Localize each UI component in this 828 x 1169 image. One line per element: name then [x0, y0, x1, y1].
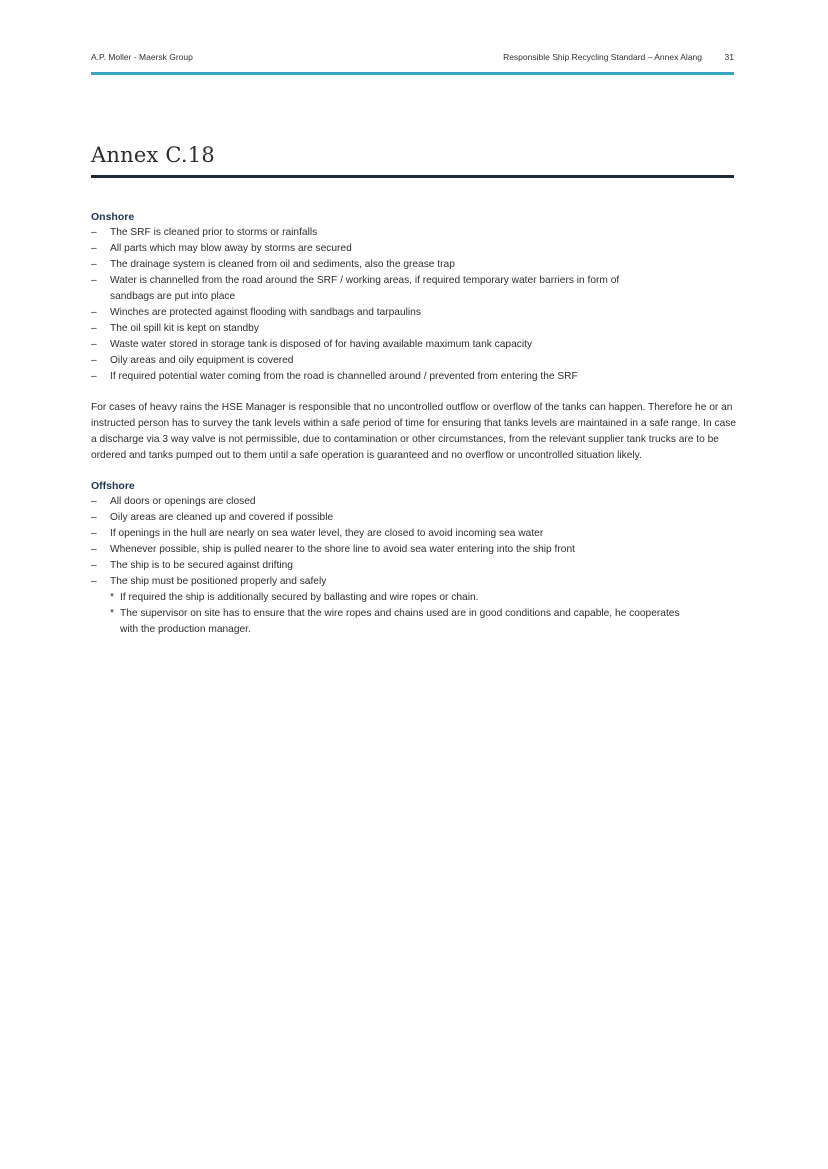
list-item: – Oily areas are cleaned up and covered if possible [91, 510, 736, 526]
page-number: 31 [724, 52, 734, 62]
list-item: – The SRF is cleaned prior to storms or rainfalls [91, 225, 736, 241]
title-divider [91, 175, 734, 178]
page-header [91, 52, 734, 66]
list-item: – The oil spill kit is kept on standby [91, 321, 736, 337]
document-body [91, 209, 736, 638]
page-title: Annex C.18 [91, 143, 215, 167]
list-item: – All doors or openings are closed [91, 494, 736, 510]
onshore-heading: Onshore [91, 211, 135, 223]
list-item: – Winches are protected against flooding with sandbags and tarpaulins [91, 305, 736, 321]
offshore-list [91, 494, 736, 638]
header-document-title: Responsible Ship Recycling Standard – Annex Alang [503, 52, 702, 62]
onshore-list [91, 225, 736, 385]
list-item: – If required potential water coming from the road is channelled around / prevented from entering the SRF [91, 369, 736, 385]
header-company: A.P. Moller - Maersk Group [91, 52, 193, 62]
list-item: – The drainage system is cleaned from oil and sediments, also the grease trap [91, 257, 736, 273]
heavy-rain-paragraph: For cases of heavy rains the HSE Manager is responsible that no uncontrolled outflow or overflow of the tanks can happen. Therefore he or an instructed person has to survey the tank levels within a safe period of time for ensuring that tanks levels are maintained in a safe range. In case a discharge via 3 way valve is not permissible, due to contamination or other circumstances, from the relevant supplier tank trucks are to be ordered and tanks pumped out to them until a safe operation is guaranteed and no overflow or uncontrolled situation likely. [91, 402, 736, 461]
list-item: – Waste water stored in storage tank is disposed of for having available maximum tank capacity [91, 337, 736, 353]
offshore-heading: Offshore [91, 480, 135, 492]
list-item: – Oily areas and oily equipment is covered [91, 353, 736, 369]
list-item [91, 574, 736, 638]
list-item: – Water is channelled from the road around the SRF / working areas, if required temporary water barriers in form of sandbags are put into place [91, 273, 640, 305]
list-item: – Whenever possible, ship is pulled nearer to the shore line to avoid sea water entering into the ship front [91, 542, 736, 558]
list-item-text: The ship must be positioned properly and safely [110, 576, 327, 587]
list-item: – If openings in the hull are nearly on sea water level, they are closed to avoid incoming sea water [91, 526, 736, 542]
sub-list-item: * The supervisor on site has to ensure that the wire ropes and chains used are in good conditions and capable, he cooperates with the production manager. [110, 606, 690, 638]
offshore-sub-list [110, 590, 736, 638]
list-item: – All parts which may blow away by storms are secured [91, 241, 736, 257]
header-divider [91, 72, 734, 75]
list-item: – The ship is to be secured against drifting [91, 558, 736, 574]
sub-list-item: * If required the ship is additionally secured by ballasting and wire ropes or chain. [110, 590, 736, 606]
